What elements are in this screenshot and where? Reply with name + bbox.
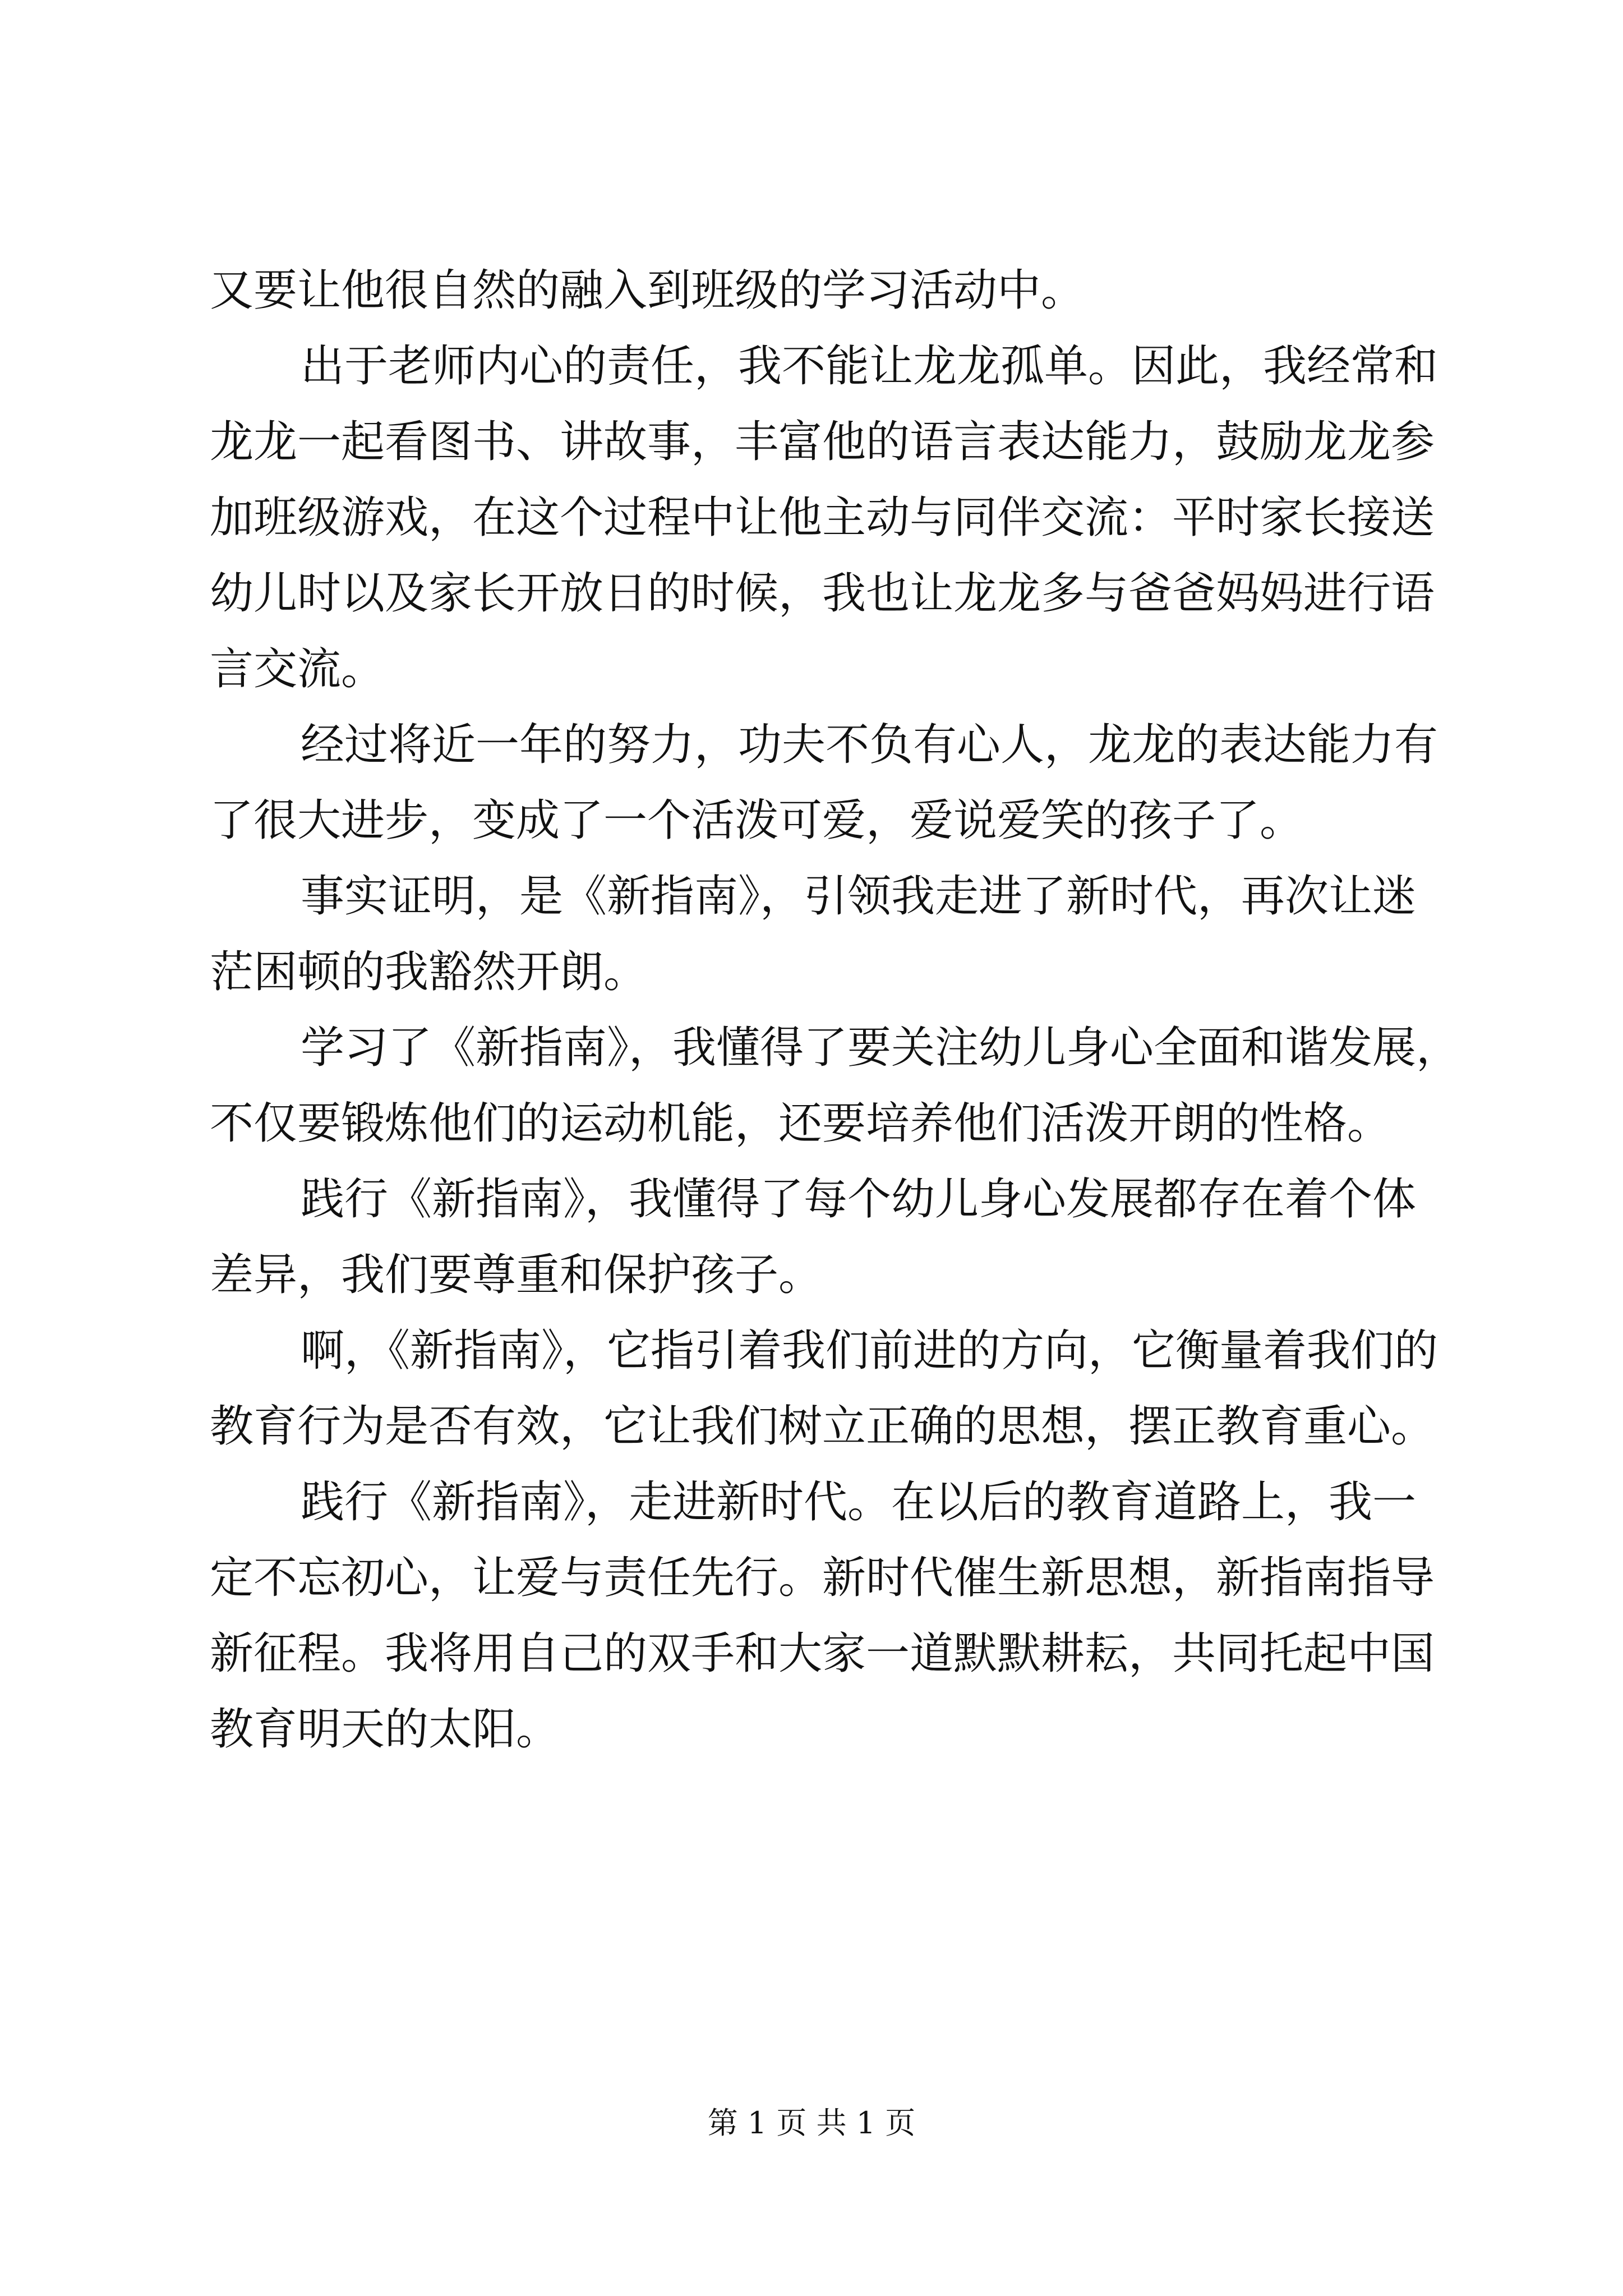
page-number-footer: 第 1 页 共 1 页 xyxy=(707,2105,916,2141)
text-line: 不仅要锻炼他们的运动机能，还要培养他们活泼开朗的性格。 xyxy=(210,1098,1391,1149)
text-line: 事实证明，是《新指南》，引领我走进了新时代，再次让迷 xyxy=(301,871,1417,922)
text-line: 又要让他很自然的融入到班级的学习活动中。 xyxy=(210,265,1085,316)
text-line: 经过将近一年的努力，功夫不负有心人，龙龙的表达能力有 xyxy=(301,720,1438,770)
text-line: 教育明天的太阳。 xyxy=(210,1704,560,1755)
text-line: 幼儿时以及家长开放日的时候，我也让龙龙多与爸爸妈妈进行语 xyxy=(210,568,1435,619)
text-line: 定不忘初心，让爱与责任先行。新时代催生新思想，新指南指导 xyxy=(210,1553,1435,1603)
text-line: 了很大进步，变成了一个活泼可爱，爱说爱笑的孩子了。 xyxy=(210,795,1304,846)
text-line: 学习了《新指南》，我懂得了要关注幼儿身心全面和谐发展， xyxy=(301,1023,1460,1073)
text-line: 言交流。 xyxy=(210,644,385,694)
text-line: 龙龙一起看图书、讲故事，丰富他的语言表达能力，鼓励龙龙参 xyxy=(210,417,1435,467)
text-line: 茫困顿的我豁然开朗。 xyxy=(210,947,648,997)
text-line: 新征程。我将用自己的双手和大家一道默默耕耘，共同托起中国 xyxy=(210,1628,1435,1679)
text-line: 加班级游戏，在这个过程中让他主动与同伴交流：平时家长接送 xyxy=(210,493,1435,543)
text-line: 出于老师内心的责任，我不能让龙龙孤单。因此，我经常和 xyxy=(301,341,1438,392)
text-line: 践行《新指南》，走进新时代。在以后的教育道路上，我一 xyxy=(301,1477,1417,1527)
text-line: 教育行为是否有效，它让我们树立正确的思想，摆正教育重心。 xyxy=(210,1401,1435,1452)
text-line: 践行《新指南》，我懂得了每个幼儿身心发展都存在着个体 xyxy=(301,1174,1417,1225)
text-line: 啊，《新指南》，它指引着我们前进的方向，它衡量着我们的 xyxy=(301,1326,1438,1376)
text-line: 差异，我们要尊重和保护孩子。 xyxy=(210,1250,823,1300)
